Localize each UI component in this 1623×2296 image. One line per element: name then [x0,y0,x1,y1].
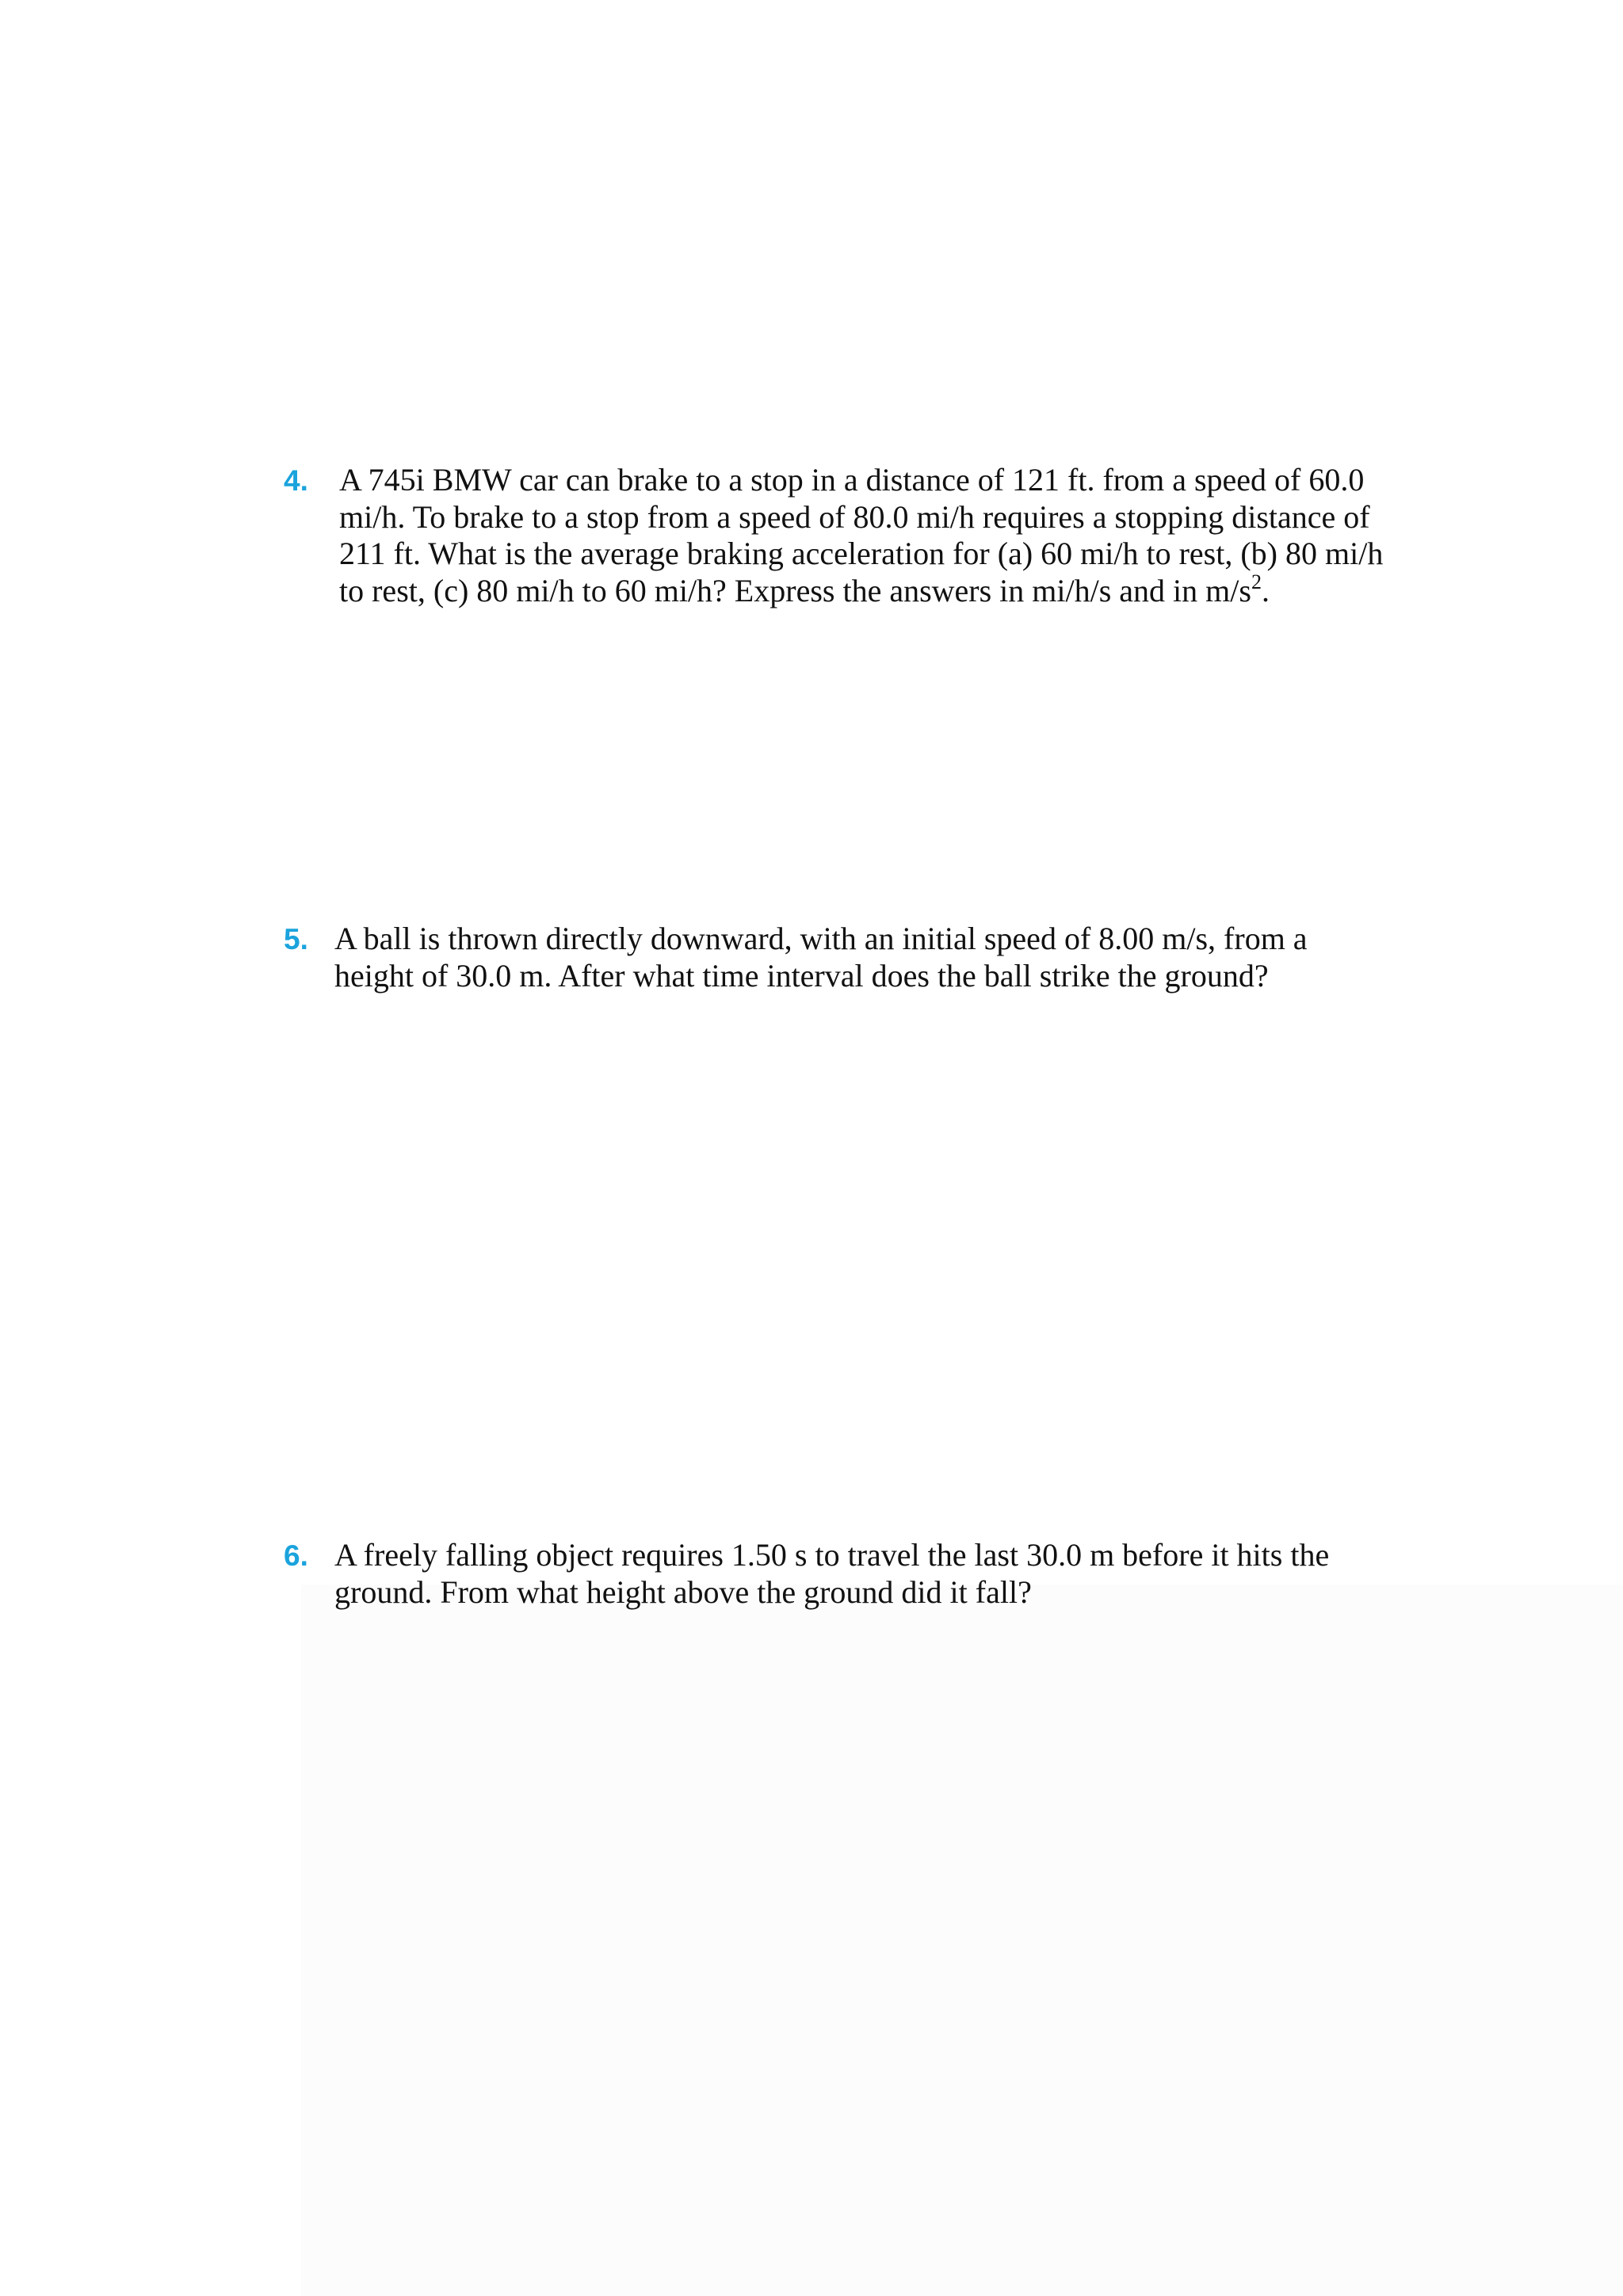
problem-line-text: to rest, (c) 80 mi/h to 60 mi/h? Express the answers in mi/h/s and in m/s [339,572,1251,608]
problem-line: ground. From what height above the ground did it fall? [334,1573,1032,1610]
problem-line: A freely falling object requires 1.50 s to travel the last 30.0 m before it hits the [334,1537,1330,1573]
problem-line: height of 30.0 m. After what time interval does the ball strike the ground? [334,957,1269,994]
sentence-end: . [1261,572,1270,608]
page-shade [301,1585,1623,2296]
problem-line: 211 ft. What is the average braking acceleration for (a) 60 mi/h to rest, (b) 80 mi/h [339,536,1384,571]
problem-line: A 745i BMW car can brake to a stop in a distance of 121 ft. from a speed of 60.0 [339,462,1365,498]
problem-text [334,1537,1428,1611]
problem-text [334,921,1428,994]
problem-line: A ball is thrown directly downward, with an initial speed of 8.00 m/s, from a [334,921,1308,956]
problem-number: 5. [284,923,308,955]
problem-line: mi/h. To brake to a stop from a speed of 80.0 mi/h requires a stopping distance of [339,498,1370,535]
superscript-exponent: 2 [1251,570,1262,593]
problem-number: 6. [284,1539,308,1572]
problem-line-last [339,570,1433,610]
problem-number: 4. [284,464,308,497]
problem-text [339,462,1433,609]
